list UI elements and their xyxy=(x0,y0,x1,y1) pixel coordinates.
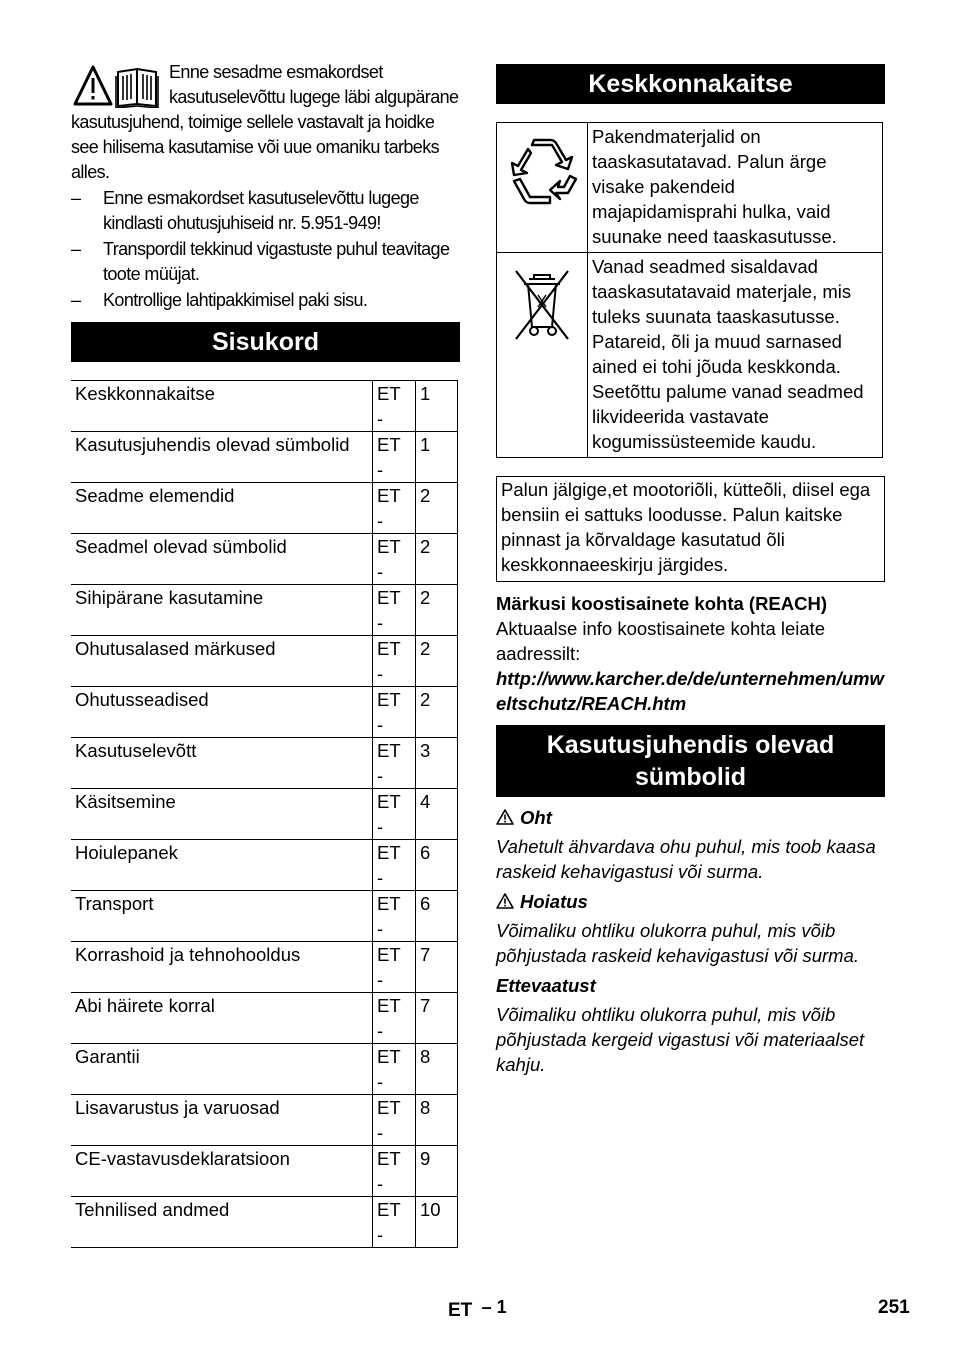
toc-entry-page: 8 xyxy=(416,1044,458,1095)
bullet-text: Kontrollige lahtipakkimisel paki sisu. xyxy=(103,290,368,310)
symbol-warning-desc: Võimaliku ohtliku olukorra puhul, mis võib põhjustada raskeid kehavigastusi või surma. xyxy=(496,920,859,966)
toc-entry-label: Seadme elemendid xyxy=(71,483,373,534)
table-row xyxy=(71,1197,458,1248)
intro-bullets xyxy=(71,186,460,313)
toc-entry-label: Korrashoid ja tehnohooldus xyxy=(71,942,373,993)
weee-icon-cell xyxy=(497,253,588,458)
table-row xyxy=(71,687,458,738)
footer-lang-code: ET xyxy=(448,1300,473,1321)
toc-entry-label: Transport xyxy=(71,891,373,942)
symbol-caution-desc: Võimaliku ohtliku olukorra puhul, mis võib põhjustada kergeid vigastusi või materiaalset kahju. xyxy=(496,1004,865,1075)
toc-entry-page: 8 xyxy=(416,1095,458,1146)
environment-table xyxy=(496,122,883,458)
toc-entry-prefix: ET - xyxy=(373,1044,416,1095)
symbol-danger-desc: Vahetult ähvardava ohu puhul, mis toob kaasa raskeid kehavigastusi või surma. xyxy=(496,836,876,882)
table-row xyxy=(71,1146,458,1197)
dash-marker: – xyxy=(71,188,81,208)
reach-link[interactable]: http://www.karcher.de/de/unternehmen/umweltschutz/REACH.htm xyxy=(496,668,884,714)
right-column xyxy=(496,64,885,1077)
table-row xyxy=(71,891,458,942)
toc-entry-label: Seadmel olevad sümbolid xyxy=(71,534,373,585)
crossed-bin-icon xyxy=(512,265,572,343)
toc-entry-label: Sihipärane kasutamine xyxy=(71,585,373,636)
symbols-list xyxy=(496,805,885,1077)
table-row xyxy=(71,942,458,993)
footer-page-number: 251 xyxy=(878,1297,910,1318)
toc-entry-prefix: ET - xyxy=(373,1146,416,1197)
toc-entry-label: CE-vastavusdeklaratsioon xyxy=(71,1146,373,1197)
toc-entry-page: 1 xyxy=(416,381,458,432)
toc-entry-page: 10 xyxy=(416,1197,458,1248)
toc-entry-prefix: ET - xyxy=(373,840,416,891)
toc-entry-label: Ohutusalased märkused xyxy=(71,636,373,687)
toc-entry-prefix: ET - xyxy=(373,891,416,942)
toc-entry-page: 2 xyxy=(416,585,458,636)
toc-entry-label: Hoiulepanek xyxy=(71,840,373,891)
table-row xyxy=(71,483,458,534)
toc-entry-prefix: ET - xyxy=(373,381,416,432)
recycle-text: Pakendmaterjalid on taaskasutatavad. Palun ärge visake pakendeid majapidamisprahi hulka, vaid suunake need taaskasutusse. xyxy=(588,123,883,253)
table-row xyxy=(71,432,458,483)
toc-entry-page: 2 xyxy=(416,687,458,738)
footer-lang xyxy=(448,1297,507,1322)
toc-entry-page: 1 xyxy=(416,432,458,483)
list-item xyxy=(71,237,460,287)
toc-entry-label: Kasutuselevõtt xyxy=(71,738,373,789)
toc-entry-label: Tehnilised andmed xyxy=(71,1197,373,1248)
toc-entry-prefix: ET - xyxy=(373,534,416,585)
table-row xyxy=(71,534,458,585)
table-row xyxy=(71,585,458,636)
toc-entry-label: Ohutusseadised xyxy=(71,687,373,738)
toc-entry-prefix: ET - xyxy=(373,942,416,993)
toc-entry-prefix: ET - xyxy=(373,483,416,534)
dash-marker: – xyxy=(71,239,81,259)
list-item xyxy=(71,288,460,313)
toc-entry-label: Garantii xyxy=(71,1044,373,1095)
toc-heading: Sisukord xyxy=(71,322,460,362)
table-row xyxy=(497,253,883,458)
weee-text: Vanad seadmed sisaldavad taaskasutatavaid materjale, mis tuleks suunata taaskasutusse. Patareid, õli ja muud sarnased ained ei tohi jõuda keskkonda. Seetõttu palume vanad seadmed likvideerida vastavate kogumissüsteemide kaudu. xyxy=(588,253,883,458)
warning-triangle-icon xyxy=(496,893,514,909)
reach-heading: Märkusi koostisainete kohta (REACH) xyxy=(496,593,828,614)
toc-entry-page: 7 xyxy=(416,942,458,993)
left-column xyxy=(71,60,460,1248)
footer-local-page: – 1 xyxy=(481,1297,507,1317)
table-row xyxy=(71,840,458,891)
symbol-caution-label: Ettevaatust xyxy=(496,975,596,996)
reach-text: Aktuaalse info koostisainete kohta leiate aadressilt: xyxy=(496,618,826,664)
toc-table xyxy=(71,380,458,1248)
toc-entry-page: 4 xyxy=(416,789,458,840)
recycle-icon xyxy=(502,135,582,215)
table-row xyxy=(71,1095,458,1146)
toc-entry-prefix: ET - xyxy=(373,738,416,789)
toc-entry-page: 2 xyxy=(416,534,458,585)
toc-entry-label: Abi häirete korral xyxy=(71,993,373,1044)
intro-block xyxy=(71,60,460,185)
intro-text: Enne sesadme esmakordset kasutuselevõttu lugege läbi algupärane kasutusjuhend, toimige sellele vastavalt ja hoidke see hilisema kasutamise või uue omaniku tarbeks alles. xyxy=(71,62,459,182)
toc-entry-prefix: ET - xyxy=(373,585,416,636)
symbol-label: Oht xyxy=(520,807,552,828)
toc-entry-prefix: ET - xyxy=(373,1197,416,1248)
toc-entry-page: 6 xyxy=(416,891,458,942)
toc-entry-prefix: ET - xyxy=(373,687,416,738)
toc-entry-page: 2 xyxy=(416,483,458,534)
recycle-icon-cell xyxy=(497,123,588,253)
bullet-text: Transpordil tekkinud vigastuste puhul teavitage toote müüjat. xyxy=(103,239,450,284)
table-row xyxy=(71,636,458,687)
dash-marker: – xyxy=(71,290,81,310)
toc-entry-prefix: ET - xyxy=(373,1095,416,1146)
toc-entry-prefix: ET - xyxy=(373,993,416,1044)
symbol-label: Hoiatus xyxy=(520,891,588,912)
symbol-danger-label xyxy=(496,805,885,830)
toc-entry-prefix: ET - xyxy=(373,432,416,483)
table-row xyxy=(71,738,458,789)
toc-entry-page: 6 xyxy=(416,840,458,891)
table-row xyxy=(71,1044,458,1095)
toc-entry-page: 2 xyxy=(416,636,458,687)
toc-entry-label: Keskkonnakaitse xyxy=(71,381,373,432)
symbol-warning-label xyxy=(496,889,885,914)
symbols-heading: Kasutusjuhendis olevad sümbolid xyxy=(496,725,885,797)
toc-entry-prefix: ET - xyxy=(373,636,416,687)
table-row xyxy=(71,993,458,1044)
warning-manual-icon xyxy=(71,64,161,108)
toc-entry-page: 7 xyxy=(416,993,458,1044)
toc-entry-label: Kasutusjuhendis olevad sümbolid xyxy=(71,432,373,483)
bullet-text: Enne esmakordset kasutuselevõttu lugege kindlasti ohutusjuhiseid nr. 5.951-949! xyxy=(103,188,419,233)
toc-entry-prefix: ET - xyxy=(373,789,416,840)
warning-triangle-icon xyxy=(496,809,514,825)
list-item xyxy=(71,186,460,236)
table-row xyxy=(71,381,458,432)
toc-entry-page: 3 xyxy=(416,738,458,789)
table-row xyxy=(497,123,883,253)
toc-entry-page: 9 xyxy=(416,1146,458,1197)
toc-entry-label: Lisavarustus ja varuosad xyxy=(71,1095,373,1146)
toc-entry-label: Käsitsemine xyxy=(71,789,373,840)
table-row xyxy=(71,789,458,840)
oil-notice: Palun jälgige,et mootoriõli, kütteõli, diisel ega bensiin ei sattuks loodusse. Palun kaitske pinnast ja kõrvaldage kasutatud õli keskkonnaeeskirju järgides. xyxy=(496,476,885,582)
environment-heading: Keskkonnakaitse xyxy=(496,64,885,104)
